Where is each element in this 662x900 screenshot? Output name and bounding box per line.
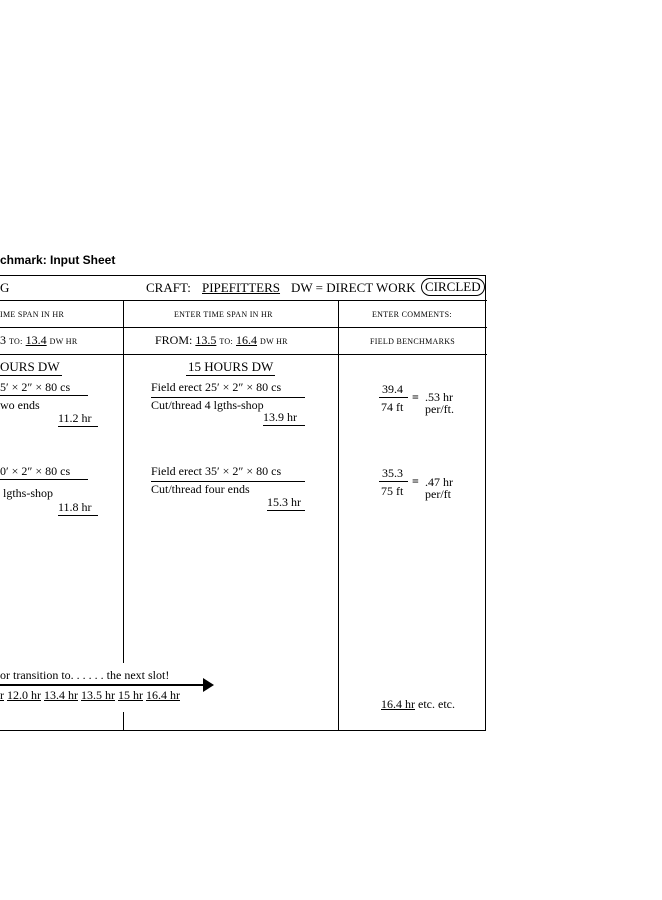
left-task1-total: 11.2 hr [58,411,98,427]
span-left-unit: DW HR [49,337,78,346]
bottom-right-entry [381,697,455,712]
mid-task1-line2: Cut/thread 4 lgths-shop [151,398,264,412]
bench1-denominator: 74 ft [381,400,404,414]
bench2-rate: .47 hr [425,475,453,489]
craft-value: PIPEFITTERS [202,280,281,295]
col-header-mid: ENTER TIME SPAN IN HR [174,310,273,319]
span-mid-from: FROM: [155,333,193,347]
craft-label: CRAFT: [146,280,191,295]
rule-span [0,354,487,355]
bench2-denominator: 75 ft [381,484,404,498]
mid-task2-total: 15.3 hr [267,495,305,511]
transition-arrow-head [203,678,214,692]
bench1-numerator: 39.4 [382,382,403,396]
left-task2-total: 11.8 hr [58,500,98,516]
bench1-fraction-bar [379,397,408,398]
span-right-label: FIELD BENCHMARKS [370,337,456,346]
bench1-equals: = [412,390,419,404]
timeline-item: r [0,688,4,702]
left-task1-line2: wo ends [0,398,40,412]
sheet-title: chmark: Input Sheet [0,253,116,267]
bench1-unit: per/ft. [425,402,454,416]
bench2-unit: per/ft [425,487,451,501]
timeline-item: 13.4 hr [44,688,78,702]
timeline [0,688,180,703]
timeline-item: 15 hr [118,688,143,702]
transition-arrow-shaft [0,684,204,686]
col-header-left: IME SPAN IN HR [0,310,65,319]
span-left-prefix: 3 [0,333,6,347]
header-left-fragment: G [0,280,10,295]
transition-text: or transition to. . . . . . the next slot! [0,668,170,682]
bottom-right-value: 16.4 hr [381,697,415,711]
mid-task1-line1: Field erect 25′ × 2″ × 80 cs [151,380,282,394]
span-mid [155,333,288,348]
span-mid-to: TO: [219,337,234,346]
bench1-rate: .53 hr [425,390,453,404]
span-mid-from-value: 13.5 [195,333,217,347]
left-task2-line2: lgths-shop [3,486,54,500]
rule-colheaders [0,327,487,328]
span-mid-unit: DW HR [260,337,288,346]
span-left-to-value: 13.4 [25,333,47,347]
bottom-right-suffix: etc. etc. [418,697,455,711]
mid-hours: 15 HOURS DW [188,359,274,374]
col-divider-1 [123,300,124,663]
circled-word: CIRCLED [421,278,485,296]
col-divider-2 [338,300,339,730]
dw-legend: DW = DIRECT WORK [291,280,416,295]
rule-header [0,300,487,301]
mid-task2-line1: Field erect 35′ × 2″ × 80 cs [151,464,282,478]
span-left-to: TO: [9,337,23,346]
timeline-item: 16.4 hr [146,688,180,702]
bench2-equals: = [412,474,419,488]
col-header-right: ENTER COMMENTS: [372,310,452,319]
mid-task1-total: 13.9 hr [263,410,305,426]
span-left [0,333,77,348]
timeline-item: 12.0 hr [7,688,41,702]
mid-task2-line2: Cut/thread four ends [151,482,250,496]
bench2-numerator: 35.3 [382,466,403,480]
left-hours: OURS DW [0,359,60,374]
left-task1-line1: 5′ × 2″ × 80 cs [0,380,88,396]
span-mid-to-value: 16.4 [236,333,258,347]
bench2-fraction-bar [379,481,408,482]
left-task2-line1: 0′ × 2″ × 80 cs [0,464,88,480]
timeline-item: 13.5 hr [81,688,115,702]
col-divider-1-stub [123,712,124,730]
